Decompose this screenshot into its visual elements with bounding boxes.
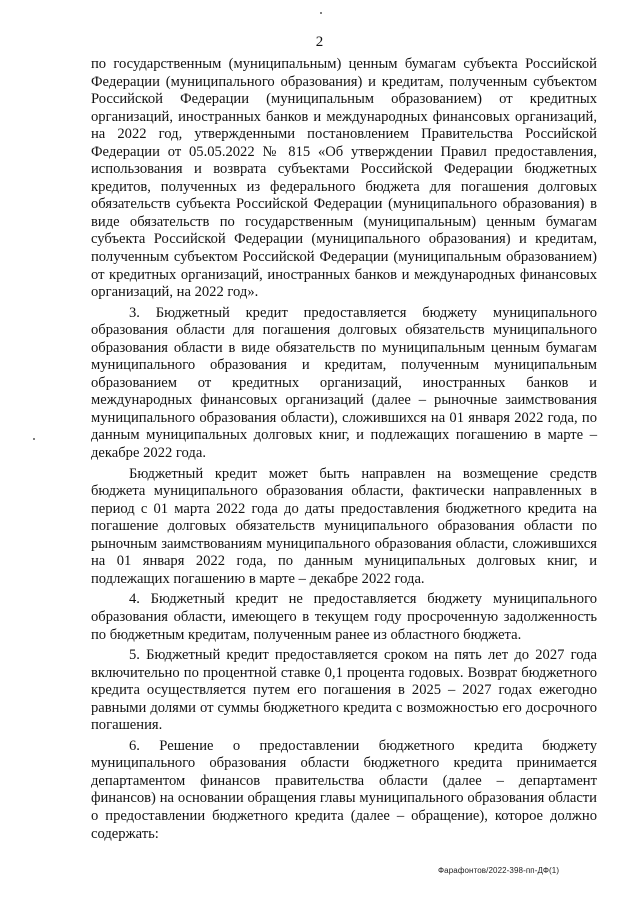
document-body: [91, 56, 597, 843]
paragraph-continuation: по государственным (муниципальным) ценным бумагам субъекта Российской Федерации (муниципального образования) и кредитам, полученным субъектом Российской Федерации (муниципальным образованием) от кредитных организаций, иностранных банков и международных финансовых организаций, на 2022 год, утвержденными постановлением Правительства Российской Федерации от 05.05.2022 № 815 «Об утверждении Правил предоставления, использования и возврата субъектами Российской Федерации бюджетных кредитов, полученных из федерального бюджета для погашения долговых обязательств субъекта Российской Федерации (муниципального образования) в виде обязательств по государственным (муниципальным) ценным бумагам субъекта Российской Федерации (муниципального образования) и кредитам, полученным субъектом Российской Федерации (муниципальным образованием) от кредитных организаций, иностранных банков и международных финансовых организаций, на 2022 год».: [91, 56, 597, 301]
paragraph-reimbursement: Бюджетный кредит может быть направлен на возмещение средств бюджета муниципального образования области, фактически направленных в период с 01 марта 2022 года до даты предоставления бюджетного кредита на погашение долговых обязательств муниципального образования области по рыночным заимствованиям муниципального образования области, сложившихся на 01 января 2022 года, по данным муниципальных долговых книг, и подлежащих погашению в марте – декабре 2022 года.: [91, 465, 597, 587]
paragraph-item-5: 5. Бюджетный кредит предоставляется сроком на пять лет до 2027 года включительно по процентной ставке 0,1 процента годовых. Возврат бюджетного кредита осуществляется путем его погашения в 2025 – 2027 годах ежегодно равными долями от суммы бюджетного кредита с возможностью его досрочного погашения.: [91, 647, 597, 734]
page-number: 2: [315, 34, 324, 50]
paragraph-item-6: 6. Решение о предоставлении бюджетного кредита бюджету муниципального образования области бюджетного кредита принимается департаментом финансов правительства области (далее – департамент финансов) на основании обращения главы муниципального образования области о предоставлении бюджетного кредита (далее – обращение), которое должно содержать:: [91, 737, 597, 842]
scan-speck: [33, 438, 35, 440]
paragraph-item-3: 3. Бюджетный кредит предоставляется бюджету муниципального образования области для погашения долговых обязательств муниципального образования области в виде обязательств по муниципальным ценным бумагам муниципального образования и кредитам, полученным муниципальным образованием от кредитных организаций, иностранных банков и международных финансовых организаций (далее – рыночные заимствования муниципального образования области), сложившихся на 01 января 2022 года, по данным муниципальных долговых книг, и подлежащих погашению в марте – декабре 2022 года.: [91, 304, 597, 462]
paragraph-item-4: 4. Бюджетный кредит не предоставляется бюджету муниципального образования области, имеющего в текущем году просроченную задолженность по бюджетным кредитам, полученным ранее из областного бюджета.: [91, 591, 597, 643]
document-footer-code: Фарафонтов/2022-398-пп-ДФ(1): [438, 866, 560, 875]
scan-speck: [320, 12, 322, 14]
